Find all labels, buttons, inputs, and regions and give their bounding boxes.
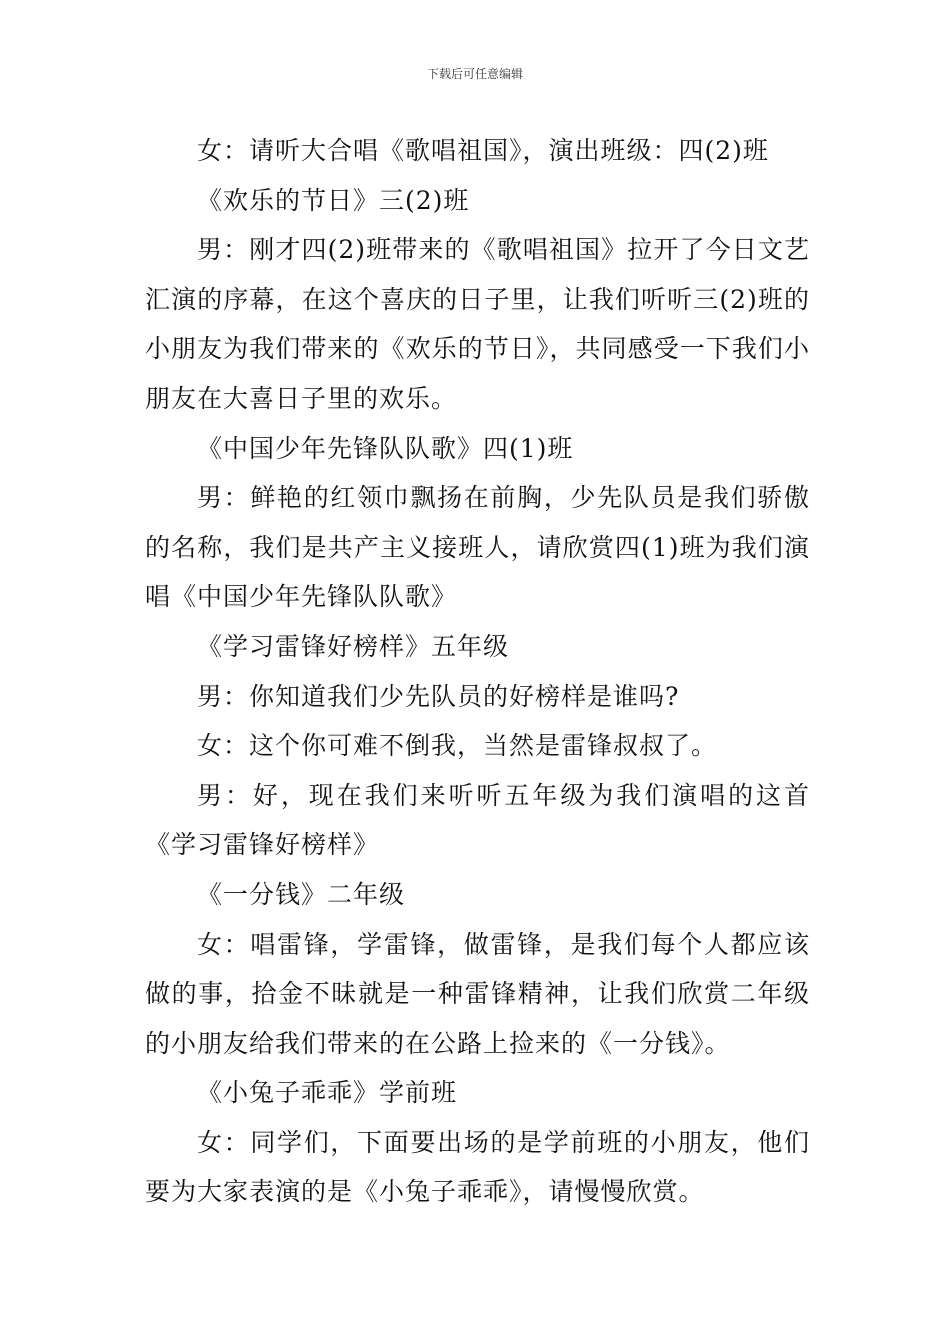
document-body [145, 126, 810, 1217]
paragraph-female-little-rabbit-intro: 女：同学们，下面要出场的是学前班的小朋友，他们要为大家表演的是《小兔子乖乖》，请慢慢欣赏。 [145, 1127, 810, 1207]
paragraph-female-answer: 女：这个你可难不倒我，当然是雷锋叔叔了。 [197, 731, 718, 761]
paragraph-male-young-pioneers-intro: 男：鲜艳的红领巾飘扬在前胸，少先队员是我们骄傲的名称，我们是共产主义接班人，请欣赏四(1)班为我们演唱《中国少年先锋队队歌》 [145, 483, 810, 612]
paragraph-male-question: 男：你知道我们少先队员的好榜样是谁吗? [197, 681, 680, 711]
paragraph-male-joyful-festival-intro: 男：刚才四(2)班带来的《歌唱祖国》拉开了今日文艺汇演的序幕，在这个喜庆的日子里，让我们听听三(2)班的小朋友为我们带来的《欢乐的节日》，共同感受一下我们小朋友在大喜日子里的欢乐。 [145, 235, 810, 413]
program-title-little-rabbit: 《小兔子乖乖》学前班 [197, 1078, 458, 1108]
paragraph-female-one-cent-intro: 女：唱雷锋，学雷锋，做雷锋，是我们每个人都应该做的事，拾金不昧就是一种雷锋精神，让我们欣赏二年级的小朋友给我们带来的在公路上捡来的《一分钱》。 [145, 929, 810, 1058]
paragraph-male-lei-feng-intro: 男：好，现在我们来听听五年级为我们演唱的这首《学习雷锋好榜样》 [145, 780, 810, 860]
program-title-one-cent: 《一分钱》二年级 [197, 879, 406, 909]
program-title-young-pioneers-song: 《中国少年先锋队队歌》四(1)班 [197, 433, 574, 463]
program-title-learn-from-lei-feng: 《学习雷锋好榜样》五年级 [197, 631, 510, 661]
program-title-joyful-festival: 《欢乐的节日》三(2)班 [197, 185, 470, 215]
paragraph-female-chorus-intro: 女：请听大合唱《歌唱祖国》，演出班级：四(2)班 [197, 136, 769, 165]
page-header-note: 下载后可任意编辑 [426, 67, 523, 81]
